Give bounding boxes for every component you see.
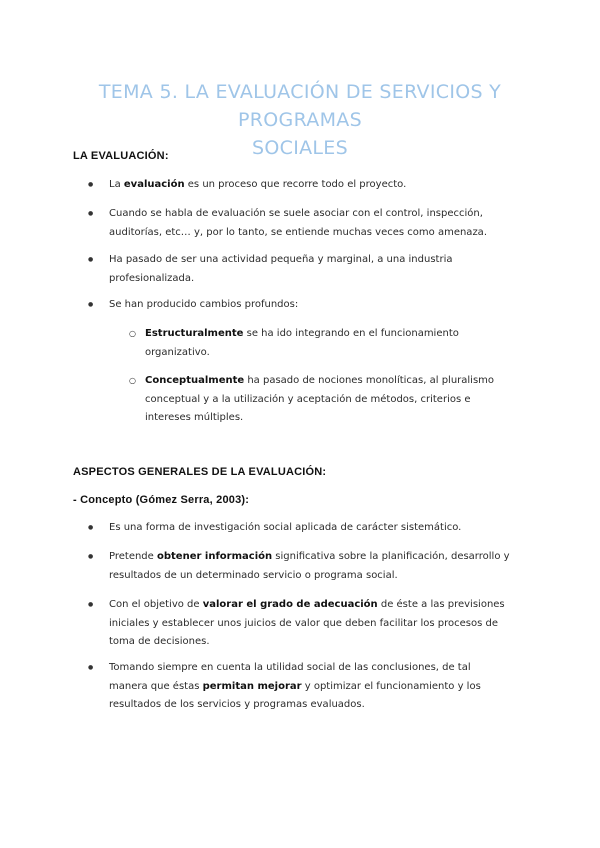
section-heading-aspectos: ASPECTOS GENERALES DE LA EVALUACIÓN:: [73, 466, 327, 478]
list-item: ● Pretende obtener información significativa sobre la planificación, desarrollo y resultados de un determinado servicio o programa social.: [109, 548, 510, 585]
list-item: ● Ha pasado de ser una actividad pequeña y marginal, a una industria profesionalizada.: [109, 251, 452, 288]
sub-list-item: ○ Conceptualmente ha pasado de nociones monolíticas, al pluralismo conceptual y a la utilización y aceptación de métodos, criterios e intereses múltiples.: [145, 372, 494, 428]
list-item: ● Se han producido cambios profundos:: [109, 296, 298, 315]
list-item: ● Con el objetivo de valorar el grado de adecuación de éste a las previsiones iniciales y establecer unos juicios de valor que deben facilitar los procesos de toma de decisiones.: [109, 596, 505, 652]
title-line-2: SOCIALES: [252, 137, 348, 159]
title-line-1: TEMA 5. LA EVALUACIÓN DE SERVICIOS Y PROGRAMAS: [98, 81, 502, 131]
list-item: ● Cuando se habla de evaluación se suele asociar con el control, inspección, auditorías, etc… y, por lo tanto, se entiende muchas veces como amenaza.: [109, 205, 487, 242]
list-item: ● La evaluación es un proceso que recorre todo el proyecto.: [109, 176, 406, 195]
list-item: ● Tomando siempre en cuenta la utilidad social de las conclusiones, de tal manera que éstas permitan mejorar y optimizar el funcionamiento y los resultados de los servicios y programas evaluados.: [109, 659, 481, 715]
list-item: ● Es una forma de investigación social aplicada de carácter sistemático.: [109, 519, 461, 538]
section-heading-evaluacion: LA EVALUACIÓN:: [73, 150, 169, 162]
sub-list-item: ○ Estructuralmente se ha ido integrando en el funcionamiento organizativo.: [145, 325, 459, 362]
subsection-heading-concepto: - Concepto (Gómez Serra, 2003):: [73, 494, 250, 506]
